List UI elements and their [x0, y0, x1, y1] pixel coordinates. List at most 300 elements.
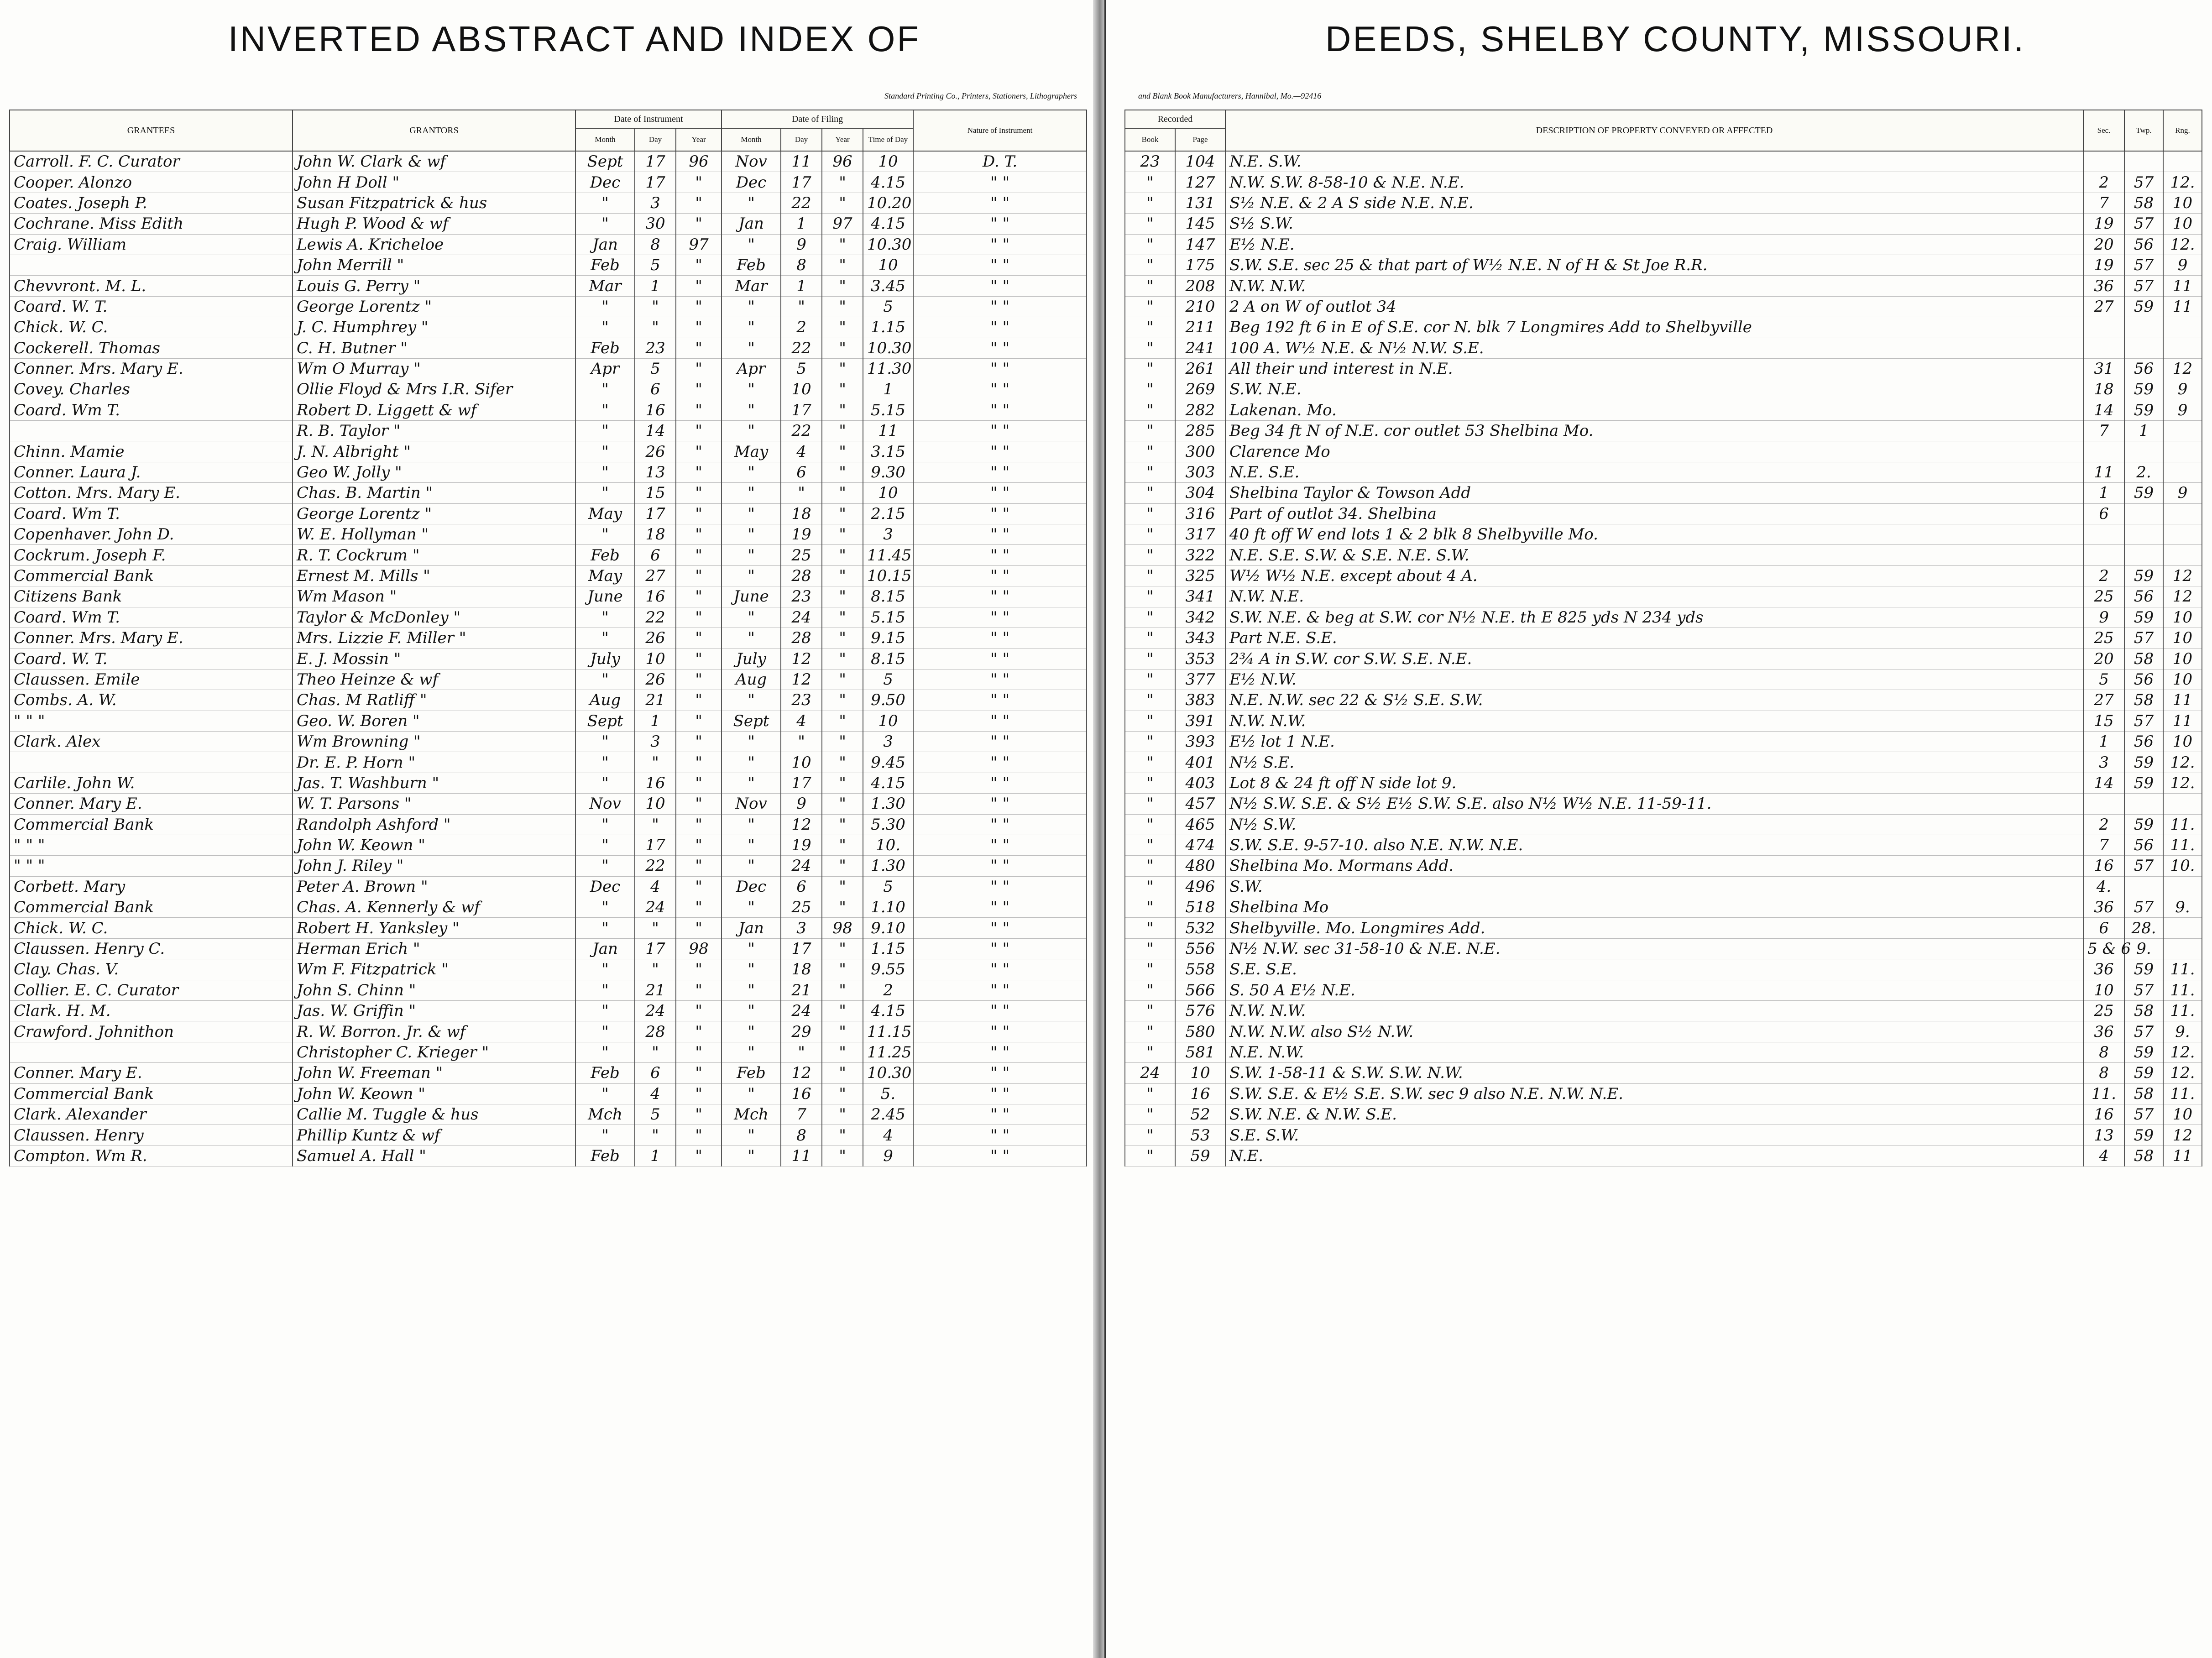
nature-cell: " "	[913, 1104, 1087, 1125]
inst-month-cell: "	[575, 214, 635, 234]
book-cell: "	[1125, 524, 1175, 545]
grantor-cell: Theo Heinze & wf	[293, 669, 575, 690]
book-cell: "	[1125, 379, 1175, 400]
inst-month-cell: "	[575, 421, 635, 441]
rng-cell: 11.	[2163, 959, 2202, 980]
grantee-cell: Cotton. Mrs. Mary E.	[10, 483, 293, 503]
rng-cell: 12.	[2163, 773, 2202, 793]
time-cell: 5.	[863, 1083, 913, 1104]
book-cell: "	[1125, 1145, 1175, 1166]
fil-year-cell: "	[822, 669, 863, 690]
fil-month-cell: Mar	[722, 276, 781, 296]
book-cell: "	[1125, 1125, 1175, 1145]
fil-year-cell: 97	[822, 214, 863, 234]
inst-year-cell: "	[676, 1125, 722, 1145]
twp-cell: 58	[2124, 690, 2163, 711]
table-row	[1125, 296, 2202, 317]
nature-cell: " "	[913, 628, 1087, 648]
fil-month-cell: Sept	[722, 711, 781, 731]
grantee-cell: Conner. Mrs. Mary E.	[10, 358, 293, 379]
book-cell: "	[1125, 752, 1175, 773]
rng-cell: 12	[2163, 565, 2202, 586]
nature-cell: " "	[913, 773, 1087, 793]
page-cell: 457	[1175, 794, 1225, 814]
rng-cell: 12	[2163, 358, 2202, 379]
twp-cell: 57	[2124, 1021, 2163, 1042]
book-cell: "	[1125, 690, 1175, 711]
description-cell: S.W. 1-58-11 & S.W. S.W. N.W.	[1225, 1063, 2083, 1083]
table-row	[1125, 1001, 2202, 1021]
table-row	[1125, 503, 2202, 524]
rng-cell: 11.	[2163, 1001, 2202, 1021]
twp-cell: 56	[2124, 669, 2163, 690]
grantor-cell: Robert H. Yanksley "	[293, 918, 575, 938]
header-grantees: GRANTEES	[10, 110, 293, 151]
fil-year-cell: "	[822, 794, 863, 814]
inst-month-cell: "	[575, 773, 635, 793]
page-cell: 401	[1175, 752, 1225, 773]
description-cell: S.E. S.E.	[1225, 959, 2083, 980]
rng-cell: 10	[2163, 1104, 2202, 1125]
fil-month-cell: "	[722, 959, 781, 980]
grantee-cell: Clark. Alex	[10, 731, 293, 752]
rng-cell	[2163, 794, 2202, 814]
grantor-cell: Dr. E. P. Horn "	[293, 752, 575, 773]
twp-cell: 59	[2124, 1063, 2163, 1083]
grantor-cell: Chas. A. Kennerly & wf	[293, 897, 575, 918]
description-cell: S.W. N.E. & N.W. S.E.	[1225, 1104, 2083, 1125]
sec-cell: 4.	[2083, 876, 2124, 897]
table-row	[10, 918, 1087, 938]
fil-day-cell: 16	[781, 1083, 822, 1104]
time-cell: 10.15	[863, 565, 913, 586]
inst-month-cell: Mar	[575, 276, 635, 296]
inst-month-cell: "	[575, 1042, 635, 1062]
grantor-cell: John W. Clark & wf	[293, 151, 575, 172]
fil-month-cell: Feb	[722, 1063, 781, 1083]
grantor-cell: John H Doll "	[293, 172, 575, 193]
right-ledger-page	[1104, 0, 2212, 1658]
grantee-cell: Covey. Charles	[10, 379, 293, 400]
grantee-cell: Claussen. Henry	[10, 1125, 293, 1145]
twp-cell: 59	[2124, 752, 2163, 773]
nature-cell: " "	[913, 897, 1087, 918]
sec-cell: 31	[2083, 358, 2124, 379]
fil-month-cell: Mch	[722, 1104, 781, 1125]
nature-cell: " "	[913, 193, 1087, 213]
fil-year-cell: "	[822, 358, 863, 379]
description-cell: Lot 8 & 24 ft off N side lot 9.	[1225, 773, 2083, 793]
time-cell: 5.30	[863, 814, 913, 835]
nature-cell: " "	[913, 524, 1087, 545]
property-description-table	[1124, 110, 2202, 1166]
description-cell: N.W. N.W.	[1225, 1001, 2083, 1021]
rng-cell: 11.	[2163, 835, 2202, 855]
table-row	[10, 1104, 1087, 1125]
inst-day-cell: 1	[635, 276, 676, 296]
twp-cell	[2124, 876, 2163, 897]
inst-day-cell: "	[635, 317, 676, 338]
twp-cell	[2124, 524, 2163, 545]
inst-year-cell: "	[676, 1083, 722, 1104]
time-cell: 10.30	[863, 338, 913, 358]
grantor-cell: Robert D. Liggett & wf	[293, 400, 575, 420]
inst-year-cell: "	[676, 317, 722, 338]
time-cell: 9.50	[863, 690, 913, 711]
fil-year-cell: "	[822, 1125, 863, 1145]
sec-cell: 13	[2083, 1125, 2124, 1145]
nature-cell: " "	[913, 649, 1087, 669]
inst-day-cell: 26	[635, 669, 676, 690]
fil-day-cell: 28	[781, 628, 822, 648]
fil-year-cell: "	[822, 607, 863, 628]
fil-year-cell: "	[822, 938, 863, 959]
fil-year-cell: "	[822, 524, 863, 545]
fil-day-cell: 9	[781, 794, 822, 814]
inst-month-cell: Feb	[575, 545, 635, 565]
twp-cell	[2124, 503, 2163, 524]
book-cell: "	[1125, 938, 1175, 959]
sec-cell: 2	[2083, 565, 2124, 586]
book-cell: "	[1125, 483, 1175, 503]
header-recorded: Recorded	[1125, 110, 1225, 128]
inst-day-cell: "	[635, 918, 676, 938]
nature-cell: " "	[913, 483, 1087, 503]
inst-year-cell: "	[676, 1145, 722, 1166]
inst-year-cell: "	[676, 524, 722, 545]
inst-month-cell: Feb	[575, 1063, 635, 1083]
description-cell: Beg 192 ft 6 in E of S.E. cor N. blk 7 Longmires Add to Shelbyville	[1225, 317, 2083, 338]
inst-month-cell: "	[575, 752, 635, 773]
left-ledger-page	[0, 0, 1095, 1658]
fil-year-cell: "	[822, 835, 863, 855]
inst-year-cell: "	[676, 814, 722, 835]
header-description: DESCRIPTION OF PROPERTY CONVEYED OR AFFECTED	[1225, 110, 2083, 151]
fil-day-cell: 19	[781, 835, 822, 855]
nature-cell: " "	[913, 1083, 1087, 1104]
inst-month-cell: Sept	[575, 151, 635, 172]
fil-day-cell: 21	[781, 980, 822, 1000]
book-cell: "	[1125, 400, 1175, 420]
table-row	[10, 565, 1087, 586]
fil-day-cell: 25	[781, 897, 822, 918]
nature-cell: " "	[913, 1125, 1087, 1145]
description-cell: N.W. S.W. 8-58-10 & N.E. N.E.	[1225, 172, 2083, 193]
grantor-cell: Peter A. Brown "	[293, 876, 575, 897]
inst-day-cell: "	[635, 1125, 676, 1145]
twp-cell: 59	[2124, 607, 2163, 628]
rng-cell: 10	[2163, 214, 2202, 234]
fil-year-cell: "	[822, 897, 863, 918]
page-cell: 304	[1175, 483, 1225, 503]
inst-year-cell: "	[676, 1104, 722, 1125]
inst-day-cell: 26	[635, 441, 676, 462]
inst-year-cell: "	[676, 856, 722, 876]
nature-cell: " "	[913, 1001, 1087, 1021]
description-cell: Shelbina Mo. Mormans Add.	[1225, 856, 2083, 876]
inst-year-cell: "	[676, 483, 722, 503]
inst-day-cell: 13	[635, 462, 676, 482]
time-cell: 3.15	[863, 441, 913, 462]
inst-month-cell: Jan	[575, 938, 635, 959]
nature-cell: " "	[913, 752, 1087, 773]
header-page: Page	[1175, 128, 1225, 151]
table-row	[10, 1083, 1087, 1104]
table-row	[1125, 255, 2202, 275]
twp-cell: 56	[2124, 358, 2163, 379]
description-cell: N.E. S.E.	[1225, 462, 2083, 482]
page-cell: 556	[1175, 938, 1225, 959]
grantee-cell: Cockerell. Thomas	[10, 338, 293, 358]
table-row	[10, 876, 1087, 897]
table-row	[1125, 731, 2202, 752]
fil-month-cell: "	[722, 400, 781, 420]
twp-cell	[2124, 545, 2163, 565]
page-cell: 52	[1175, 1104, 1225, 1125]
twp-cell: 59	[2124, 483, 2163, 503]
inst-month-cell: Feb	[575, 338, 635, 358]
fil-year-cell: "	[822, 690, 863, 711]
time-cell: 9.45	[863, 752, 913, 773]
fil-year-cell: "	[822, 814, 863, 835]
time-cell: 1.10	[863, 897, 913, 918]
page-cell: 480	[1175, 856, 1225, 876]
table-row	[10, 151, 1087, 172]
time-cell: 1.30	[863, 794, 913, 814]
table-row	[1125, 214, 2202, 234]
book-cell: "	[1125, 1083, 1175, 1104]
header-date-instrument: Date of Instrument	[575, 110, 722, 128]
description-cell: N½ S.W.	[1225, 814, 2083, 835]
time-cell: 8.15	[863, 586, 913, 607]
grantor-cell: Wm F. Fitzpatrick "	[293, 959, 575, 980]
left-page-title: INVERTED ABSTRACT AND INDEX OF	[228, 19, 921, 59]
fil-month-cell: "	[722, 773, 781, 793]
fil-month-cell: "	[722, 1145, 781, 1166]
description-cell: N.W. N.W.	[1225, 711, 2083, 731]
table-row	[1125, 794, 2202, 814]
sec-cell: 16	[2083, 856, 2124, 876]
page-cell: 16	[1175, 1083, 1225, 1104]
grantor-cell: George Lorentz "	[293, 296, 575, 317]
grantee-cell: Cochrane. Miss Edith	[10, 214, 293, 234]
nature-cell: " "	[913, 814, 1087, 835]
inst-month-cell: Aug	[575, 690, 635, 711]
book-cell: "	[1125, 317, 1175, 338]
inst-month-cell: "	[575, 814, 635, 835]
inst-month-cell: Dec	[575, 876, 635, 897]
fil-month-cell: Dec	[722, 172, 781, 193]
nature-cell: " "	[913, 565, 1087, 586]
fil-month-cell: "	[722, 503, 781, 524]
fil-month-cell: "	[722, 835, 781, 855]
time-cell: 10.30	[863, 1063, 913, 1083]
rng-cell: 9.	[2163, 897, 2202, 918]
sec-cell: 20	[2083, 649, 2124, 669]
nature-cell: " "	[913, 421, 1087, 441]
grantee-cell: Conner. Mrs. Mary E.	[10, 628, 293, 648]
nature-cell: " "	[913, 255, 1087, 275]
sec-cell: 25	[2083, 628, 2124, 648]
twp-cell: 57	[2124, 214, 2163, 234]
inst-day-cell: 8	[635, 234, 676, 255]
book-cell: "	[1125, 856, 1175, 876]
grantee-cell: Chick. W. C.	[10, 918, 293, 938]
time-cell: 3.45	[863, 276, 913, 296]
fil-month-cell: Jan	[722, 214, 781, 234]
grantee-cell: Combs. A. W.	[10, 690, 293, 711]
sec-cell	[2083, 794, 2124, 814]
description-cell: Part of outlot 34. Shelbina	[1225, 503, 2083, 524]
table-row	[10, 1125, 1087, 1145]
inst-year-cell: "	[676, 628, 722, 648]
page-cell: 576	[1175, 1001, 1225, 1021]
grantee-cell: Claussen. Henry C.	[10, 938, 293, 959]
twp-cell: 59	[2124, 296, 2163, 317]
fil-day-cell: 4	[781, 711, 822, 731]
fil-month-cell: Nov	[722, 151, 781, 172]
inst-month-cell: Apr	[575, 358, 635, 379]
inst-month-cell: "	[575, 483, 635, 503]
page-cell: 496	[1175, 876, 1225, 897]
table-row	[1125, 773, 2202, 793]
page-cell: 131	[1175, 193, 1225, 213]
rng-cell	[2163, 338, 2202, 358]
fil-day-cell: 1	[781, 214, 822, 234]
nature-cell: " "	[913, 586, 1087, 607]
fil-year-cell: "	[822, 338, 863, 358]
nature-cell: " "	[913, 794, 1087, 814]
nature-cell: " "	[913, 503, 1087, 524]
table-row	[10, 731, 1087, 752]
header-grantors: GRANTORS	[293, 110, 575, 151]
inst-month-cell: "	[575, 1083, 635, 1104]
inst-day-cell: 15	[635, 483, 676, 503]
table-row	[10, 1042, 1087, 1062]
description-cell: E½ N.E.	[1225, 234, 2083, 255]
inst-year-cell: "	[676, 752, 722, 773]
inst-month-cell: "	[575, 856, 635, 876]
table-row	[1125, 545, 2202, 565]
fil-year-cell: "	[822, 1021, 863, 1042]
sec-cell: 7	[2083, 835, 2124, 855]
sec-cell: 15	[2083, 711, 2124, 731]
rng-cell: 11	[2163, 296, 2202, 317]
inst-year-cell: "	[676, 876, 722, 897]
fil-year-cell: "	[822, 379, 863, 400]
nature-cell: " "	[913, 918, 1087, 938]
description-cell: 2 A on W of outlot 34	[1225, 296, 2083, 317]
inst-day-cell: 16	[635, 586, 676, 607]
grantee-cell: Chinn. Mamie	[10, 441, 293, 462]
page-cell: 391	[1175, 711, 1225, 731]
sec-cell: 36	[2083, 276, 2124, 296]
description-cell: S½ S.W.	[1225, 214, 2083, 234]
table-row	[10, 1063, 1087, 1083]
fil-day-cell: 29	[781, 1021, 822, 1042]
page-cell: 383	[1175, 690, 1225, 711]
sec-cell: 7	[2083, 193, 2124, 213]
fil-year-cell: "	[822, 317, 863, 338]
twp-cell: 57	[2124, 276, 2163, 296]
time-cell: 5.15	[863, 400, 913, 420]
grantor-cell: Jas. W. Griffin "	[293, 1001, 575, 1021]
table-row	[10, 400, 1087, 420]
book-cell: "	[1125, 711, 1175, 731]
table-row	[1125, 483, 2202, 503]
rng-cell: 11.	[2163, 980, 2202, 1000]
table-row	[10, 856, 1087, 876]
grantor-cell: Hugh P. Wood & wf	[293, 214, 575, 234]
inst-year-cell: "	[676, 276, 722, 296]
sec-cell: 16	[2083, 1104, 2124, 1125]
fil-year-cell: "	[822, 193, 863, 213]
time-cell: 4.15	[863, 172, 913, 193]
sec-cell: 4	[2083, 1145, 2124, 1166]
inst-day-cell: 5	[635, 1104, 676, 1125]
rng-cell: 11.	[2163, 814, 2202, 835]
nature-cell: " "	[913, 214, 1087, 234]
inst-month-cell: Nov	[575, 794, 635, 814]
twp-cell: 59	[2124, 773, 2163, 793]
grantor-cell: Jas. T. Washburn "	[293, 773, 575, 793]
time-cell: 1	[863, 379, 913, 400]
table-row	[10, 276, 1087, 296]
table-row	[1125, 938, 2202, 959]
rng-cell: 10	[2163, 628, 2202, 648]
book-cell: "	[1125, 835, 1175, 855]
sec-cell	[2083, 545, 2124, 565]
table-row	[1125, 1063, 2202, 1083]
grantor-cell: Chas. B. Martin "	[293, 483, 575, 503]
page-cell: 127	[1175, 172, 1225, 193]
table-row	[1125, 711, 2202, 731]
book-cell: "	[1125, 193, 1175, 213]
twp-cell: 56	[2124, 731, 2163, 752]
table-row	[10, 255, 1087, 275]
fil-day-cell: 3	[781, 918, 822, 938]
fil-day-cell: "	[781, 483, 822, 503]
fil-month-cell: "	[722, 938, 781, 959]
inst-day-cell: 24	[635, 897, 676, 918]
fil-month-cell: "	[722, 1042, 781, 1062]
header-time-of-day: Time of Day	[863, 128, 913, 151]
inst-year-cell: "	[676, 565, 722, 586]
grantee-cell: Conner. Mary E.	[10, 1063, 293, 1083]
nature-cell: " "	[913, 876, 1087, 897]
grantor-cell: Louis G. Perry "	[293, 276, 575, 296]
fil-month-cell: June	[722, 586, 781, 607]
table-row	[10, 483, 1087, 503]
nature-cell: " "	[913, 669, 1087, 690]
rng-cell: 11	[2163, 276, 2202, 296]
rng-cell	[2163, 524, 2202, 545]
time-cell: 3	[863, 524, 913, 545]
sec-cell: 11.	[2083, 1083, 2124, 1104]
fil-year-cell: "	[822, 959, 863, 980]
table-row	[1125, 586, 2202, 607]
description-cell: Shelbina Taylor & Towson Add	[1225, 483, 2083, 503]
table-row	[10, 897, 1087, 918]
fil-year-cell: "	[822, 545, 863, 565]
page-cell: 581	[1175, 1042, 1225, 1062]
description-cell: N.E. S.E. S.W. & S.E. N.E. S.W.	[1225, 545, 2083, 565]
fil-day-cell: 10	[781, 752, 822, 773]
page-cell: 393	[1175, 731, 1225, 752]
nature-cell: D. T.	[913, 151, 1087, 172]
fil-year-cell: "	[822, 649, 863, 669]
time-cell: 3	[863, 731, 913, 752]
